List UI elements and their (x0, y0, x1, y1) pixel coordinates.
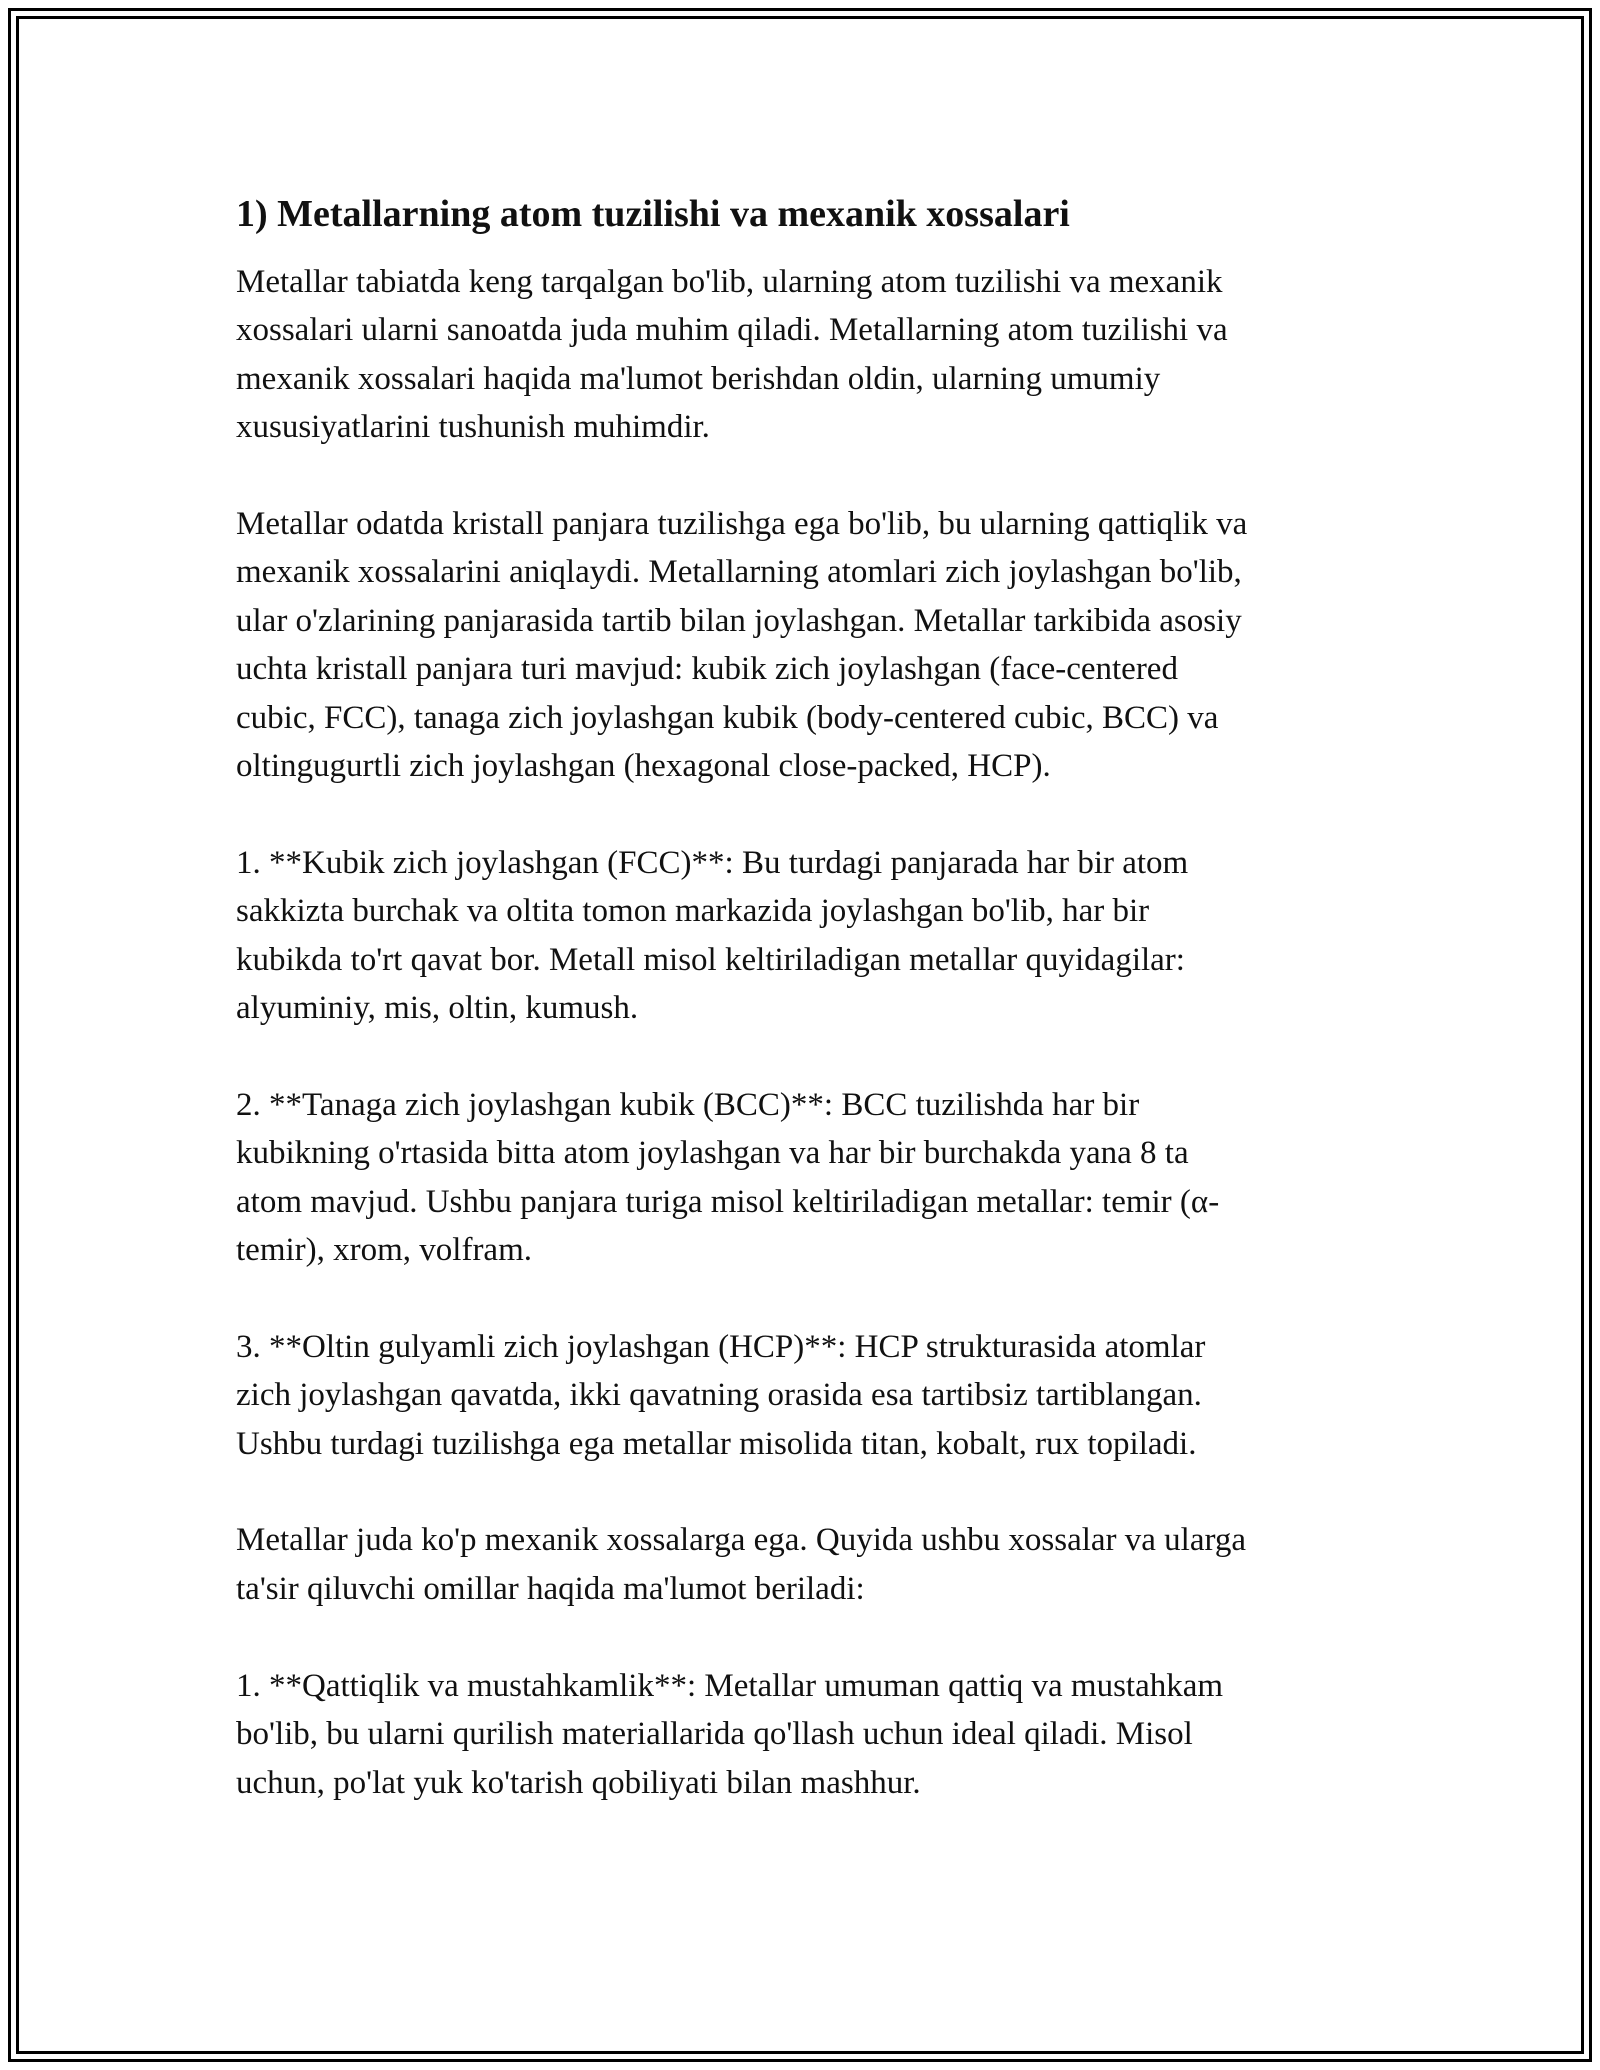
document-title: 1) Metallarning atom tuzilishi va mexanik xossalari (236, 193, 1070, 235)
document-body (236, 188, 1366, 1855)
list-item-hcp: 3. **Oltin gulyamli zich joylashgan (HCP)**: HCP strukturasida atomlar zich joylashgan qavatda, ikki qavatning orasida esa tartibsiz tartiblangan. Ushbu turdagi tuzilishga ega metallar misolida titan, kobalt, rux topiladi. (236, 1328, 1206, 1462)
list-item-bcc: 2. **Tanaga zich joylashgan kubik (BCC)**: BCC tuzilishda har bir kubikning o'rtasida bitta atom joylashgan va har bir burchakda yana 8 ta atom mavjud. Ushbu panjara turiga misol keltiriladigan metallar: temir (α- temir), xrom, volfram. (236, 1086, 1220, 1269)
list-item-fcc: 1. **Kubik zich joylashgan (FCC)**: Bu turdagi panjarada har bir atom sakkizta burchak va oltita tomon markazida joylashgan bo'lib, har bir kubikda to'rt qavat bor. Metall misol keltiriladigan metallar quyidagilar: alyuminiy, mis, oltin, kumush. (236, 844, 1189, 1027)
paragraph-crystal-lattice: Metallar odatda kristall panjara tuzilishga ega bo'lib, bu ularning qattiqlik va mexanik xossalarini aniqlaydi. Metallarning atomlari zich joylashgan bo'lib, ular o'zlarining panjarasida tartib bilan joylashgan. Metallar tarkibida asosiy uchta kristall panjara turi mavjud: kubik zich joylashgan (face-centered cubic, FCC), tanaga zich joylashgan kubik (body-centered cubic, BCC) va oltingugurtli zich joylashgan (hexagonal close-packed, HCP). (236, 506, 1248, 785)
paragraph-intro: Metallar tabiatda keng tarqalgan bo'lib, ularning atom tuzilishi va mexanik xossalari ularni sanoatda juda muhim qiladi. Metallarning atom tuzilishi va mexanik xossalari haqida ma'lumot berishdan oldin, ularning umumiy xususiyatlarini tushunish muhimdir. (236, 264, 1228, 446)
list-item-hardness: 1. **Qattiqlik va mustahkamlik**: Metallar umuman qattiq va mustahkam bo'lib, bu ularni qurilish materiallarida qo'llash uchun ideal qiladi. Misol uchun, po'lat yuk ko'tarish qobiliyati bilan mashhur. (236, 1667, 1224, 1801)
paragraph-mechanical-properties: Metallar juda ko'p mexanik xossalarga ega. Quyida ushbu xossalar va ularga ta'sir qiluvchi omillar haqida ma'lumot beriladi: (236, 1522, 1247, 1607)
